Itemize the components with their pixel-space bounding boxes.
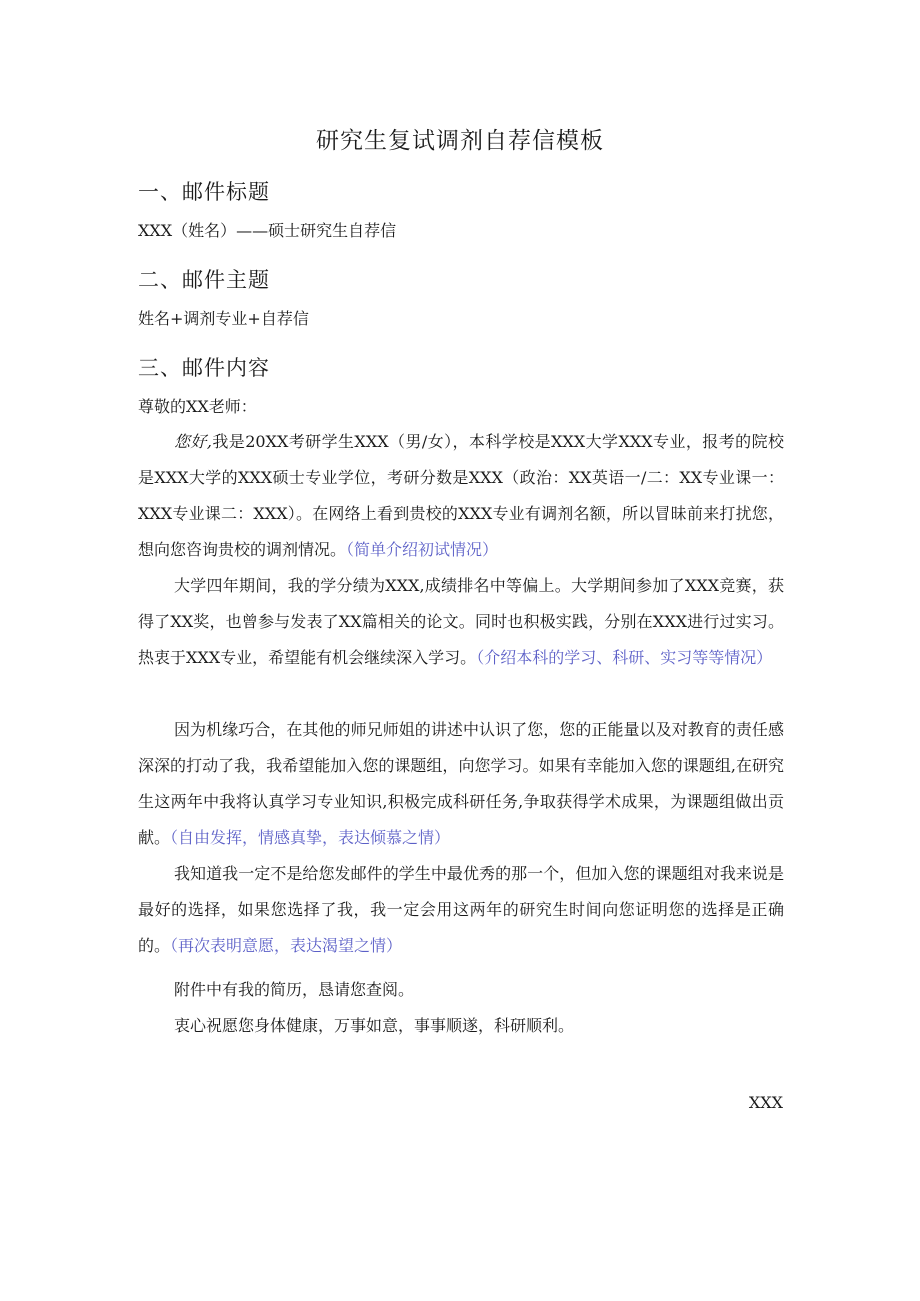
paragraph-note: （简单介绍初试情况） (346, 540, 499, 559)
paragraph-motivation (138, 712, 784, 856)
paragraph-intro (138, 424, 784, 568)
paragraph-undergrad (138, 568, 784, 676)
email-subject-content: 姓名+调剂专业+自荐信 (138, 309, 309, 328)
section-heading-email-body: 三、邮件内容 (138, 356, 270, 380)
paragraph-closing (138, 1008, 784, 1044)
paragraph-note: （自由发挥，情感真挚，表达倾慕之情） (170, 828, 451, 847)
paragraph-text: 衷心祝愿您身体健康，万事如意，事事顺遂，科研顺利。 (174, 1016, 575, 1035)
paragraph-willingness (138, 856, 784, 964)
paragraph-text: 附件中有我的简历，恳请您查阅。 (174, 980, 415, 999)
paragraph-text: 大学四年期间，我的学分绩为XXX,成绩排名中等偏上。大学期间参加了XXX竞赛，获得了XX奖，也曾参与发表了XX篇相关的论文。同时也积极实践，分别在XXX进行过实习。热衷于XXX专业，希望能有机会继续深入学习。 (138, 576, 784, 667)
paragraph-note: （介绍本科的学习、科研、实习等等情况） (476, 648, 773, 667)
greeting: 尊敬的XX老师： (138, 397, 257, 416)
paragraph-note: （再次表明意愿，表达渴望之情） (170, 936, 403, 955)
paragraph-text: 因为机缘巧合，在其他的师兄师姐的讲述中认识了您，您的正能量以及对教育的责任感深深的打动了我，我希望能加入您的课题组，向您学习。如果有幸能加入您的课题组,在研究生这两年中我将认真学习专业知识,积极完成科研任务,争取获得学术成果，为课题组做出贡献。 (138, 720, 784, 847)
signature: XXX (748, 1093, 783, 1112)
paragraph-attachment (138, 972, 784, 1008)
document-title: 研究生复试调剂自荐信模板 (316, 128, 604, 154)
paragraph-text: 我知道我一定不是给您发邮件的学生中最优秀的那一个，但加入您的课题组对我来说是最好的选择，如果您选择了我，我一定会用这两年的研究生时间向您证明您的选择是正确的。 (138, 864, 784, 955)
paragraph-text: 我是20XX考研学生XXX（男/女），本科学校是XXX大学XXX专业，报考的院校是XXX大学的XXX硕士专业学位，考研分数是XXX（政治：XX英语一/二：XX专业课一：XXX专业课二：XXX）。在网络上看到贵校的XXX专业有调剂名额，所以冒昧前来打扰您，想向您咨询贵校的调剂情况。 (138, 432, 784, 559)
section-heading-email-title: 一、邮件标题 (138, 180, 270, 204)
paragraph-lead: 您好, (174, 432, 212, 451)
section-heading-email-subject: 二、邮件主题 (138, 268, 270, 292)
email-title-content: XXX（姓名）——硕士研究生自荐信 (138, 221, 397, 240)
